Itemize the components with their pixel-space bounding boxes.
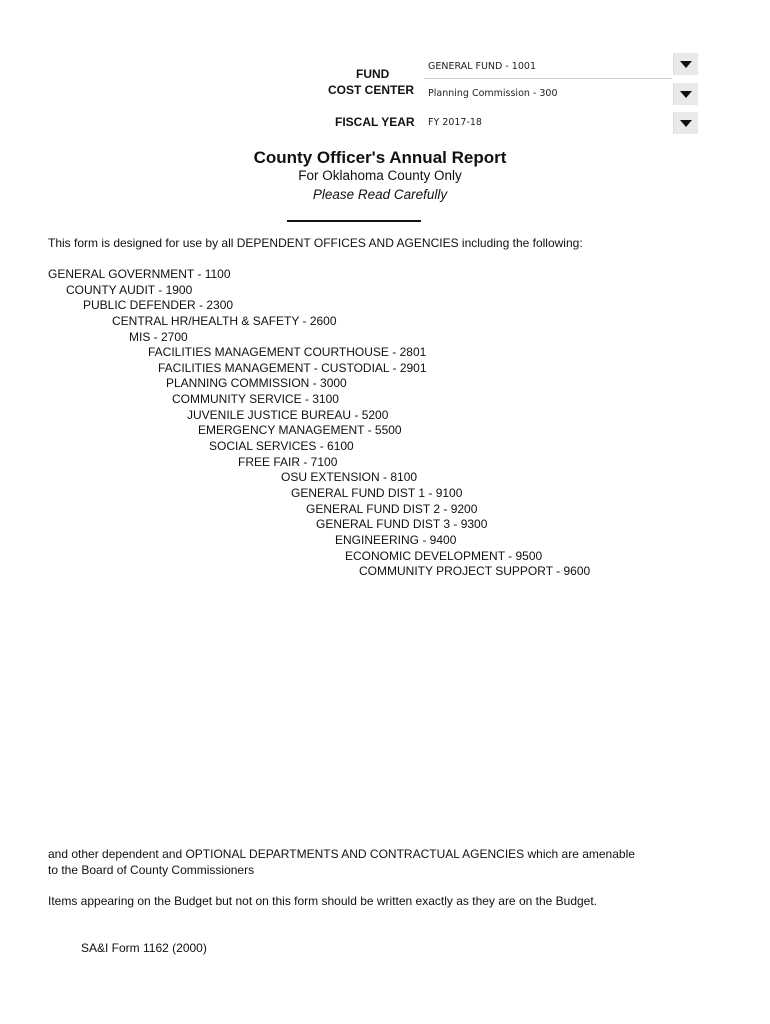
list-item: OSU EXTENSION - 8100 [281,470,418,484]
fund-select[interactable]: GENERAL FUND - 1001 [428,61,536,72]
cost-center-select[interactable]: Planning Commission - 300 [428,88,558,99]
list-item: FREE FAIR - 7100 [238,455,338,469]
cost-center-dropdown-arrow-icon[interactable] [673,83,698,105]
form-id: SA&I Form 1162 (2000) [81,941,207,955]
fund-dropdown-arrow-icon[interactable] [673,53,698,75]
closing-text-line1: and other dependent and OPTIONAL DEPARTMENTS AND CONTRACTUAL AGENCIES which are amenable [48,847,635,861]
list-item: MIS - 2700 [129,330,188,344]
fund-field-underline [424,78,672,79]
fiscal-year-select[interactable]: FY 2017-18 [428,117,482,128]
title-divider [287,220,421,222]
list-item: GENERAL FUND DIST 3 - 9300 [316,517,488,531]
budget-note: Items appearing on the Budget but not on this form should be written exactly as they are on the Budget. [48,894,598,908]
list-item: ECONOMIC DEVELOPMENT - 9500 [345,549,543,563]
list-item: COUNTY AUDIT - 1900 [66,283,193,297]
list-item: CENTRAL HR/HEALTH & SAFETY - 2600 [112,314,337,328]
list-item: JUVENILE JUSTICE BUREAU - 5200 [187,408,389,422]
list-item: GENERAL FUND DIST 2 - 9200 [306,502,478,516]
list-item: FACILITIES MANAGEMENT - CUSTODIAL - 2901 [158,361,427,375]
read-carefully-note: Please Read Carefully [312,187,448,202]
list-item: FACILITIES MANAGEMENT COURTHOUSE - 2801 [148,345,427,359]
list-item: COMMUNITY PROJECT SUPPORT - 9600 [359,564,591,578]
report-subtitle: For Oklahoma County Only [298,168,462,183]
report-title: County Officer's Annual Report [253,148,507,167]
list-item: PUBLIC DEFENDER - 2300 [83,298,234,312]
intro-text: This form is designed for use by all DEPENDENT OFFICES AND AGENCIES including the following: [48,236,583,250]
list-item: EMERGENCY MANAGEMENT - 5500 [198,423,402,437]
list-item: ENGINEERING - 9400 [335,533,457,547]
fiscal-year-label: FISCAL YEAR [335,115,415,129]
fund-label: FUND [356,67,390,81]
closing-text-line2: to the Board of County Commissioners [48,863,255,877]
fiscal-year-dropdown-arrow-icon[interactable] [673,112,698,134]
list-item: GENERAL GOVERNMENT - 1100 [48,267,231,281]
list-item: PLANNING COMMISSION - 3000 [166,376,347,390]
list-item: SOCIAL SERVICES - 6100 [209,439,354,453]
list-item: COMMUNITY SERVICE - 3100 [172,392,339,406]
list-item: GENERAL FUND DIST 1 - 9100 [291,486,463,500]
cost-center-label: COST CENTER [328,83,415,97]
